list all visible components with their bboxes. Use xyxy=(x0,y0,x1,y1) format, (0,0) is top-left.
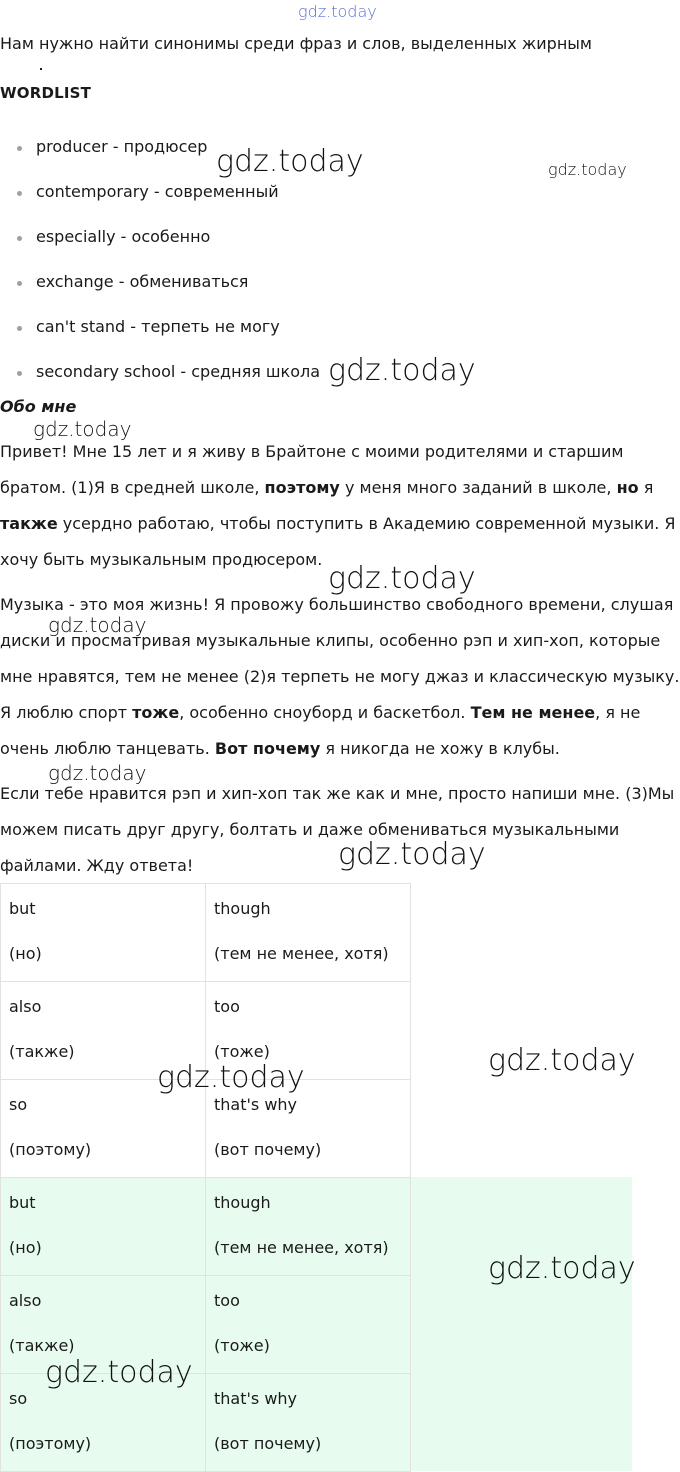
intro-text: Нам нужно найти синонимы среди фраз и слов, выделенных жирным xyxy=(0,34,592,53)
wordlist-item: producer - продюсер xyxy=(0,130,680,175)
table-cell xyxy=(206,1374,411,1472)
cell-translation: (также) xyxy=(9,1336,75,1355)
paragraph-1 xyxy=(0,434,680,578)
bold-phrase: тоже xyxy=(132,703,180,722)
bold-phrase: также xyxy=(0,514,58,533)
watermark: gdz.today xyxy=(33,417,132,441)
table-row xyxy=(1,1178,411,1276)
wordlist xyxy=(0,130,680,400)
cell-translation: (поэтому) xyxy=(9,1140,92,1159)
watermark: gdz.today xyxy=(216,144,364,179)
wordlist-item: contemporary - современный xyxy=(0,175,680,220)
text-run: Музыка - это моя жизнь! Я провожу большинство свободного времени, слушая диски и просматривая музыкальные клипы, особенно рэп и хип-хоп, которые мне нравятся, тем не менее (2)я терпеть не могу джаз и классическую музыку. Я люблю спорт xyxy=(0,595,680,722)
cell-word: also xyxy=(9,1291,42,1310)
cell-translation: (но) xyxy=(9,1238,42,1257)
cell-word: also xyxy=(9,997,42,1016)
watermark: gdz.today xyxy=(488,1251,636,1286)
wordlist-item: can't stand - терпеть не могу xyxy=(0,310,680,355)
text-run: , особенно сноуборд и баскетбол. xyxy=(179,703,471,722)
bold-phrase: Вот почему xyxy=(214,739,321,758)
cell-translation: (тем не менее, хотя) xyxy=(214,944,389,963)
wordlist-title: WORDLIST xyxy=(0,84,92,102)
cell-translation: (но) xyxy=(9,944,42,963)
watermark: gdz.today xyxy=(48,613,147,637)
table-cell xyxy=(206,1276,411,1374)
text-run: Привет! Мне 15 лет и я живу в Брайтоне с моими родителями и старшим братом. (1)Я в средней школе, xyxy=(0,442,624,497)
table-cell xyxy=(1,884,206,982)
paragraph-2 xyxy=(0,587,680,767)
cell-translation: (также) xyxy=(9,1042,75,1061)
watermark-top: gdz.today xyxy=(298,2,377,21)
watermark: gdz.today xyxy=(548,160,627,179)
synonyms-table xyxy=(0,883,411,1178)
table-cell xyxy=(206,1178,411,1276)
watermark: gdz.today xyxy=(48,761,147,785)
cell-word: but xyxy=(9,1193,36,1212)
cell-word: too xyxy=(214,997,240,1016)
cell-word: though xyxy=(214,1193,271,1212)
text-run: я никогда не хожу в клубы. xyxy=(320,739,560,758)
cell-word: that's why xyxy=(214,1389,298,1408)
cell-word: so xyxy=(9,1095,28,1114)
bold-phrase: Тем не менее xyxy=(470,703,596,722)
table-cell xyxy=(1,1178,206,1276)
paragraph-3 xyxy=(0,776,680,884)
watermark: gdz.today xyxy=(45,1355,193,1390)
cell-translation: (поэтому) xyxy=(9,1434,92,1453)
table-cell xyxy=(206,884,411,982)
about-heading: Обо мне xyxy=(0,397,77,416)
cell-translation: (тоже) xyxy=(214,1336,270,1355)
stray-dot xyxy=(40,68,42,70)
text-run: , я не очень люблю танцевать. xyxy=(0,703,641,758)
synonyms-table-answer xyxy=(0,1177,411,1472)
text-run: Если тебе нравится рэп и хип-хоп так же как и мне, просто напиши мне. (3)Мы можем писать друг другу, болтать и даже обмениваться музыкальными файлами. Жду ответа! xyxy=(0,784,675,875)
text-run: у меня много заданий в школе, xyxy=(339,478,617,497)
watermark: gdz.today xyxy=(338,837,486,872)
bold-phrase: но xyxy=(616,478,639,497)
cell-translation: (вот почему) xyxy=(214,1140,322,1159)
cell-word: but xyxy=(9,899,36,918)
watermark: gdz.today xyxy=(488,1043,636,1078)
cell-word: so xyxy=(9,1389,28,1408)
text-run: я xyxy=(638,478,654,497)
cell-translation: (вот почему) xyxy=(214,1434,322,1453)
cell-word: that's why xyxy=(214,1095,298,1114)
watermark: gdz.today xyxy=(157,1060,305,1095)
wordlist-item: especially - особенно xyxy=(0,220,680,265)
text-run: усердно работаю, чтобы поступить в Академию современной музыки. Я хочу быть музыкальным продюсером. xyxy=(0,514,676,569)
watermark: gdz.today xyxy=(328,561,476,596)
cell-word: too xyxy=(214,1291,240,1310)
wordlist-item: exchange - обмениваться xyxy=(0,265,680,310)
cell-word: though xyxy=(214,899,271,918)
cell-translation: (тем не менее, хотя) xyxy=(214,1238,389,1257)
table-row xyxy=(1,884,411,982)
cell-translation: (тоже) xyxy=(214,1042,270,1061)
bold-phrase: поэтому xyxy=(264,478,340,497)
watermark: gdz.today xyxy=(328,353,476,388)
wordlist-item: secondary school - средняя школа xyxy=(0,355,680,400)
